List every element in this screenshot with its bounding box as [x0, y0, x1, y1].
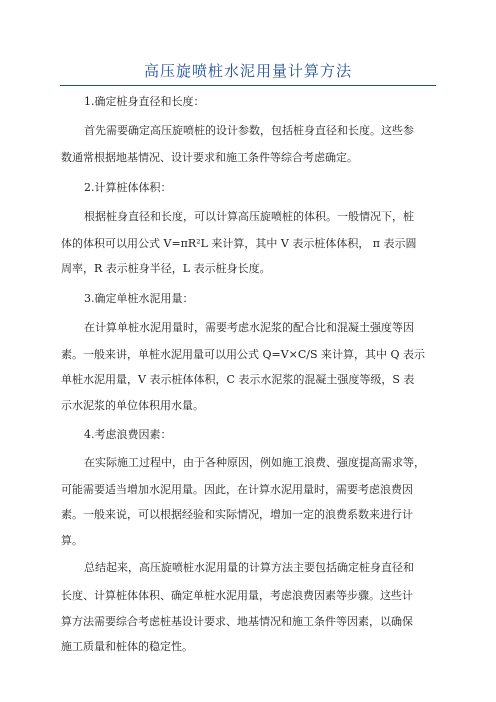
title-underline: [60, 85, 436, 86]
paragraph-line: 示水泥浆的单位体积用水量。: [61, 399, 204, 412]
paragraph-line: 首先需要确定高压旋喷桩的设计参数，包括桩身直径和长度。这些参: [84, 124, 414, 137]
paragraph-line: 可能需要适当增加水泥用量。因此，在计算水泥用量时，需要考虑浪费因: [61, 483, 413, 496]
paragraph-line: 在实际施工过程中，由于各种原因，例如施工浪费、强度提高需求等，: [84, 456, 425, 469]
paragraph-line: 数通常根据地基情况、设计要求和施工条件等综合考虑确定。: [61, 151, 358, 164]
section-heading: 3.确定单桩水泥用量：: [84, 292, 194, 305]
paragraph-line: 素。一般来说，可以根据经验和实际情况，增加一定的浪费系数来进行计: [61, 508, 413, 521]
paragraph-line: 单桩水泥用量，V 表示桩体体积，C 表示水泥浆的混凝土强度等级，S 表: [61, 373, 415, 386]
section-heading: 1.确定桩身直径和长度：: [84, 95, 205, 108]
paragraph-line: 总结起来，高压旋喷桩水泥用量的计算方法主要包括确定桩身直径和: [84, 561, 414, 574]
paragraph-line: 周率，R 表示桩身半径，L 表示桩身长度。: [61, 262, 271, 275]
paragraph-line: 长度、计算桩体体积、确定单桩水泥用量，考虑浪费因素等步骤。这些计: [61, 589, 413, 602]
section-heading: 2.计算桩体体积：: [84, 181, 172, 194]
paragraph-line: 算。: [61, 534, 83, 547]
paragraph-line: 素。一般来讲，单桩水泥用量可以用公式 Q=V×C/S 来计算，其中 Q 表示: [61, 348, 426, 361]
paragraph-line: 算方法需要综合考虑桩基设计要求、地基情况和施工条件等因素，以确保: [61, 615, 413, 628]
paragraph-line: 体的体积可以用公式 V=πR²L 来计算，其中 V 表示桩体体积， π 表示圆: [61, 237, 417, 250]
paragraph-line: 根据桩身直径和长度，可以计算高压旋喷桩的体积。一般情况下，桩: [84, 210, 414, 223]
paragraph-line: 施工质量和桩体的稳定性。: [61, 640, 193, 653]
document-title: 高压旋喷桩水泥用量计算方法: [143, 62, 352, 80]
section-heading: 4.考虑浪费因素：: [84, 428, 172, 441]
paragraph-line: 在计算单桩水泥用量时，需要考虑水泥浆的配合比和混凝土强度等因: [84, 321, 414, 334]
